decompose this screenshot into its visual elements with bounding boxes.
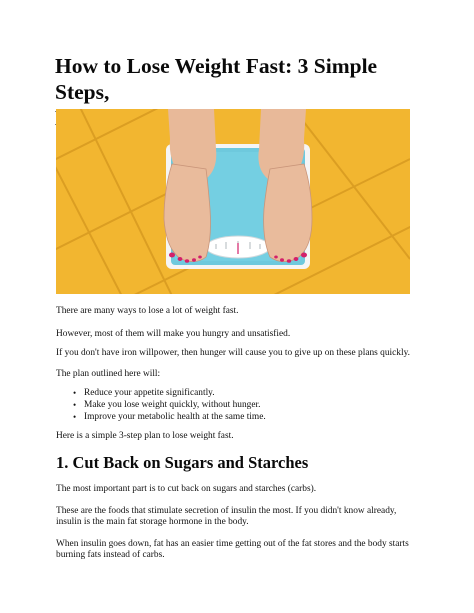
list-item <box>56 399 416 411</box>
intro-paragraph: There are many ways to lose a lot of weight fast. <box>56 306 239 316</box>
list-item <box>56 387 416 399</box>
bullet-icon: • <box>73 400 77 410</box>
title-line-1: How to Lose Weight Fast: 3 Simple Steps, <box>55 54 378 104</box>
section-heading: 1. Cut Back on Sugars and Starches <box>56 453 309 472</box>
list-item-text: Improve your metabolic health at the same time. <box>84 412 266 422</box>
insulin-paragraph-line-1: These are the foods that stimulate secretion of insulin the most. If you didn't know already, <box>56 506 397 516</box>
simple-plan-paragraph: Here is a simple 3-step plan to lose weight fast. <box>56 431 234 441</box>
bullet-icon: • <box>73 388 77 398</box>
important-paragraph: The most important part is to cut back on sugars and starches (carbs). <box>56 484 317 494</box>
list-item <box>56 411 416 423</box>
insulin-down-paragraph-line-1: When insulin goes down, fat has an easier time getting out of the fat stores and the body starts <box>56 539 409 549</box>
list-item-text: Make you lose weight quickly, without hunger. <box>84 400 261 410</box>
plan-paragraph: The plan outlined here will: <box>56 369 161 379</box>
willpower-paragraph: If you don't have iron willpower, then hunger will cause you to give up on these plans quickly. <box>56 348 411 358</box>
hungry-paragraph: However, most of them will make you hungry and unsatisfied. <box>56 329 291 339</box>
insulin-paragraph-line-2: insulin is the main fat storage hormone in the body. <box>56 517 249 527</box>
list-item-text: Reduce your appetite significantly. <box>84 388 215 398</box>
insulin-down-paragraph-line-2: burning fats instead of carbs. <box>56 550 165 560</box>
feet-on-scale-photo <box>56 109 410 294</box>
bullet-icon: • <box>73 412 77 422</box>
benefits-list <box>56 387 416 423</box>
